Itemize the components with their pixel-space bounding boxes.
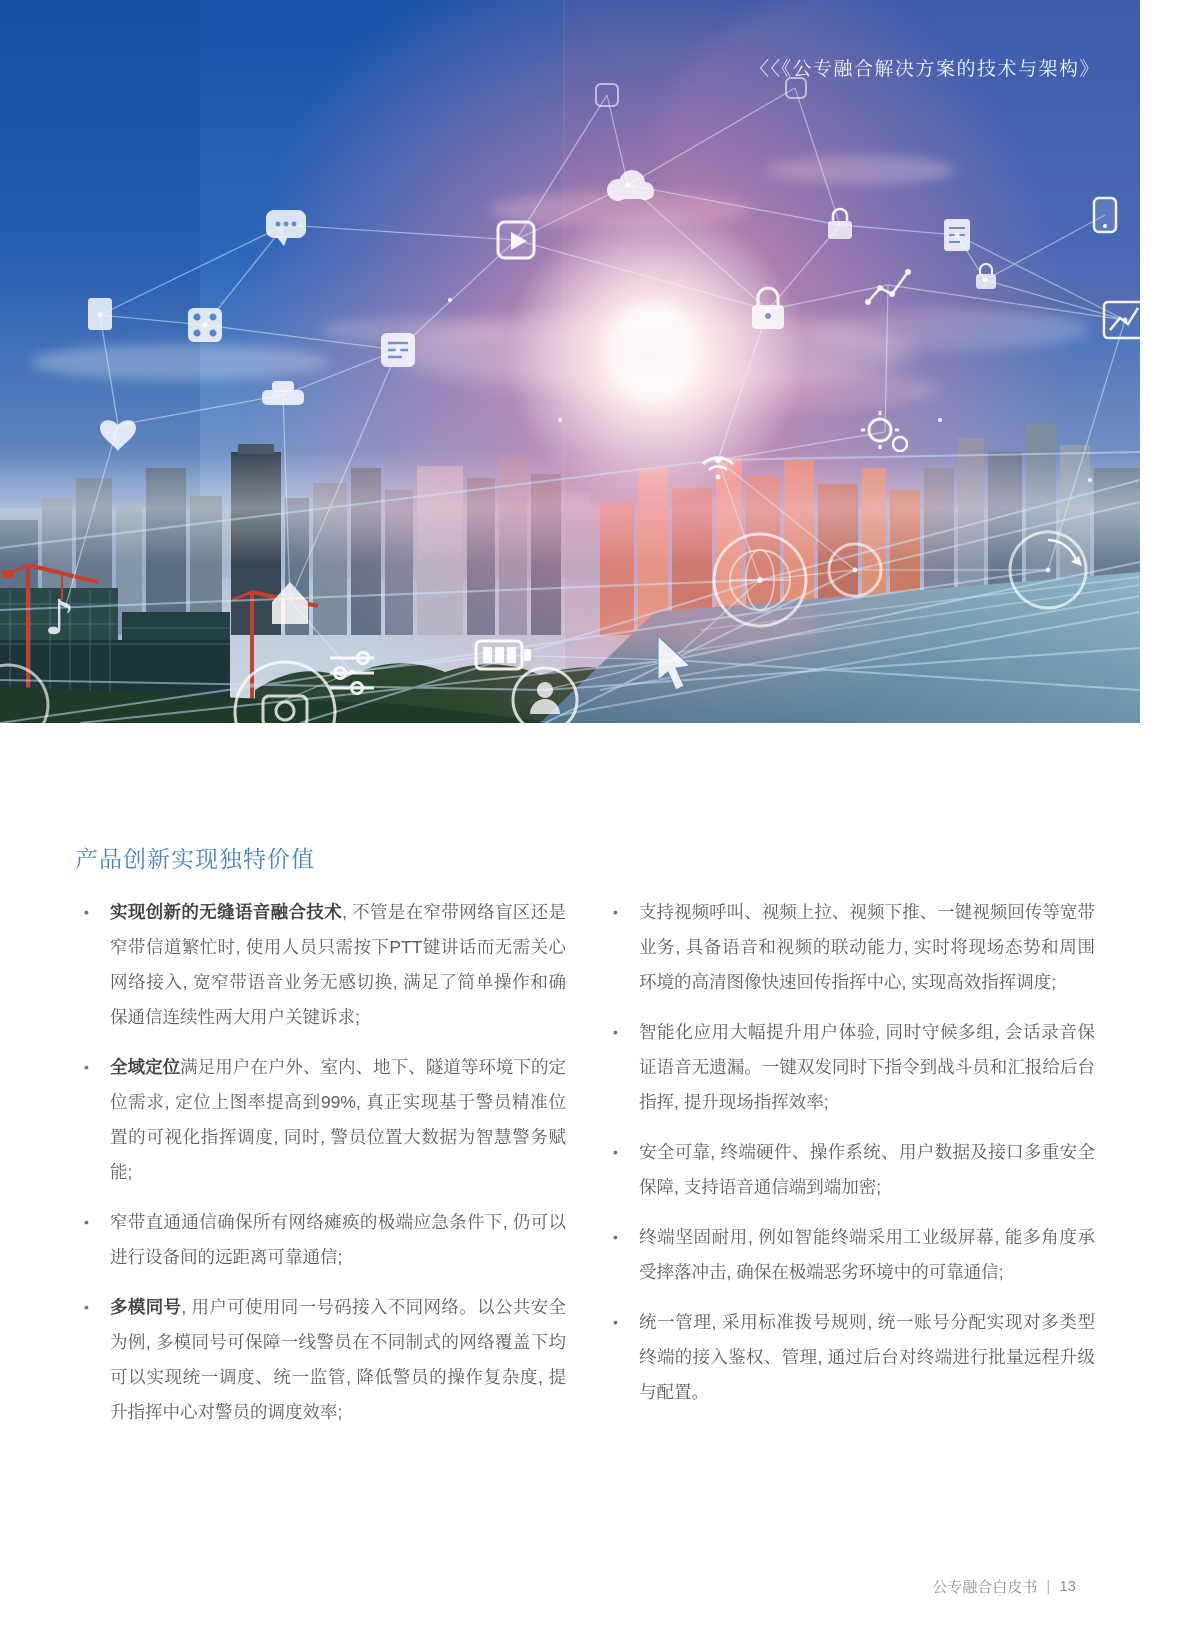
list-item <box>75 1205 566 1275</box>
bullet-body: , 用户可使用同一号码接入不同网络。以公共安全为例, 多模同号可保障一线警员在不同制式的网络覆盖下均可以实现统一调度、统一监管, 降低警员的操作复杂度, 提升指挥中心对警员的调度效率; <box>110 1297 566 1422</box>
bullet-body: 智能化应用大幅提升用户体验, 同时守候多组, 会话录音保证语音无遗漏。一键双发同时下指令到战斗员和汇报给后台指挥, 提升现场指挥效率; <box>639 1022 1095 1112</box>
bullet-body: 统一管理, 采用标准拨号规则, 统一账号分配实现对多类型终端的接入鉴权、管理, 通过后台对终端进行批量远程升级与配置。 <box>639 1312 1095 1402</box>
bullet-body: , 不管是在窄带网络盲区还是窄带信道繁忙时, 使用人员只需按下PTT键讲话而无需关心网络接入, 宽窄带语音业务无感切换, 满足了简单操作和确保通信连续性两大用户关键诉求; <box>110 902 566 1027</box>
bullet-marker: • <box>84 1059 89 1075</box>
list-item <box>75 1050 566 1190</box>
hero-smart-city-image <box>0 0 1140 723</box>
bullet-marker: • <box>613 1229 618 1245</box>
bullet-text <box>110 1205 566 1275</box>
list-item <box>75 895 566 1035</box>
bullet-body: 安全可靠, 终端硬件、操作系统、用户数据及接口多重安全保障, 支持语音通信端到端加密; <box>639 1142 1095 1197</box>
bullet-text <box>110 1050 566 1190</box>
left-column <box>75 895 566 1445</box>
bullet-marker: • <box>84 904 89 920</box>
right-column <box>604 895 1095 1445</box>
bullet-text <box>639 1220 1095 1290</box>
bullet-text <box>639 1015 1095 1120</box>
bullet-text <box>639 1305 1095 1410</box>
section-title: 产品创新实现独特价值 <box>75 846 315 873</box>
music-note-icon <box>44 590 75 646</box>
bullet-body: 终端坚固耐用, 例如智能终端采用工业级屏幕, 能多角度承受摔落冲击, 确保在极端恶劣环境中的可靠通信; <box>639 1227 1095 1282</box>
bullet-marker: • <box>84 1214 89 1230</box>
list-item <box>604 1135 1095 1205</box>
bullet-text <box>639 1135 1095 1205</box>
bullet-text <box>639 895 1095 1000</box>
footer-page-number: 13 <box>1059 1578 1076 1595</box>
bullet-body: 窄带直通通信确保所有网络瘫痪的极端应急条件下, 仍可以进行设备间的远距离可靠通信; <box>110 1212 566 1267</box>
page-header-title: 〈〈《公专融合解决方案的技术与架构》 <box>749 59 1100 80</box>
list-item <box>604 1220 1095 1290</box>
bullet-lead: 全域定位 <box>110 1057 181 1077</box>
bullet-marker: • <box>613 904 618 920</box>
bullet-body: 支持视频呼叫、视频上拉、视频下推、一键视频回传等宽带业务, 具备语音和视频的联动能力, 实时将现场态势和周围环境的高清图像快速回传指挥中心, 实现高效指挥调度; <box>639 902 1095 992</box>
bullet-marker: • <box>613 1144 618 1160</box>
list-item <box>604 1305 1095 1410</box>
bullet-marker: • <box>613 1024 618 1040</box>
list-item <box>75 1290 566 1430</box>
content-columns <box>75 895 1095 1445</box>
bullet-marker: • <box>84 1299 89 1315</box>
bullet-lead: 多模同号 <box>110 1297 182 1317</box>
list-item <box>604 895 1095 1000</box>
phone-icon <box>1094 198 1116 232</box>
svg-text:♪: ♪ <box>44 590 75 646</box>
sun-flare <box>235 0 1075 723</box>
bullet-body: 满足用户在户外、室内、地下、隧道等环境下的定位需求, 定位上图率提高到99%, 真正实现基于警员精准位置的可视化指挥调度, 同时, 警员位置大数据为智慧警务赋能; <box>110 1057 567 1182</box>
bullet-text <box>110 1290 566 1430</box>
bullet-marker: • <box>613 1314 618 1330</box>
page-footer <box>932 1576 1076 1597</box>
footer-separator: | <box>1046 1578 1051 1595</box>
footer-book-title: 公专融合白皮书 <box>932 1579 1038 1596</box>
bullet-text <box>110 895 566 1035</box>
list-item <box>604 1015 1095 1120</box>
bullet-lead: 实现创新的无缝语音融合技术 <box>110 902 343 922</box>
